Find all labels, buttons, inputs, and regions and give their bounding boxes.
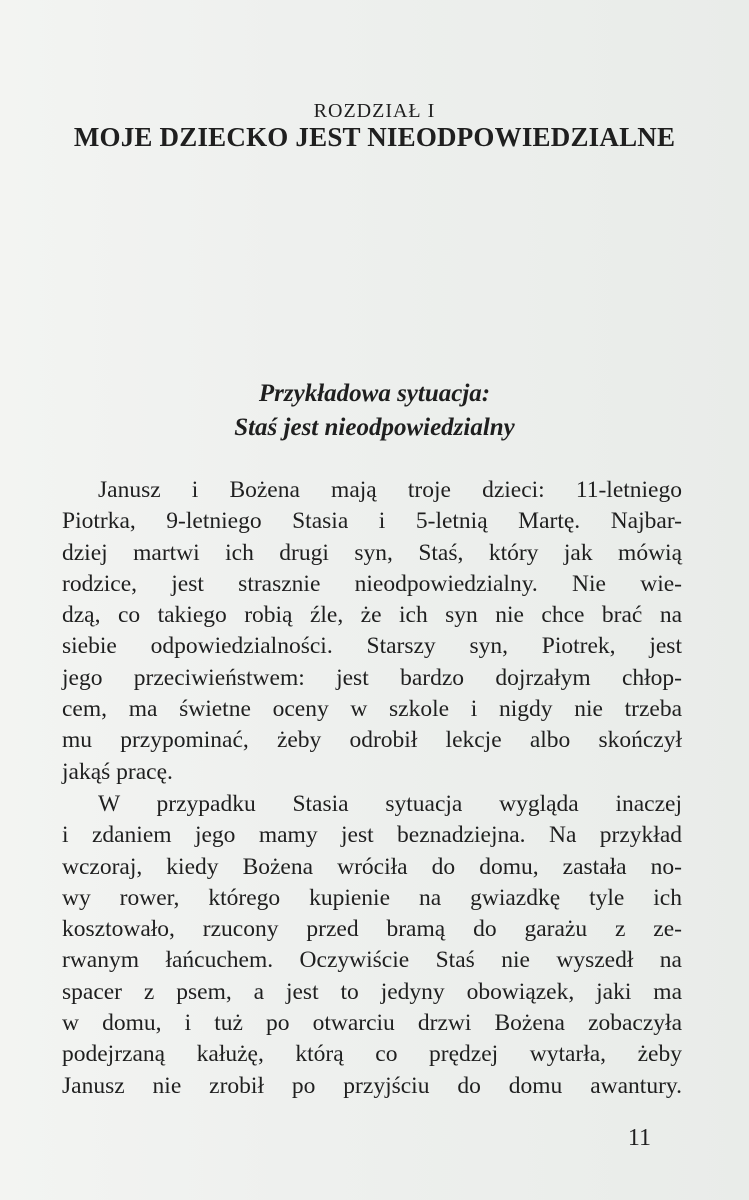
- text-line: i zdaniem jego mamy jest beznadziejna. Na przykład: [62, 822, 682, 849]
- text-line: jego przeciwieństwem: jest bardzo dojrzałym chłop-: [62, 664, 682, 691]
- text-line: Janusz i Bożena mają troje dzieci: 11-letniego: [98, 477, 682, 503]
- text-line: dzą, co takiego robią źle, że ich syn nie chce brać na: [62, 602, 682, 629]
- text-line: kosztowało, rzucony przed bramą do garażu z ze-: [62, 916, 682, 943]
- text-line: podejrzaną kałużę, którą co prędzej wytarła, żeby: [62, 1041, 682, 1068]
- text-line: W przypadku Stasia sytuacja wygląda inaczej: [98, 791, 682, 817]
- example-heading: [0, 377, 749, 445]
- text-line: rodzice, jest strasznie nieodpowiedzialny. Nie wie-: [62, 570, 682, 597]
- text-line: siebie odpowiedzialności. Starszy syn, Piotrek, jest: [62, 633, 682, 660]
- text-line: wczoraj, kiedy Bożena wróciła do domu, zastała no-: [62, 853, 682, 880]
- text-line: spacer z psem, a jest to jedyny obowiązek, jaki ma: [62, 978, 682, 1005]
- text-line: mu przypominać, żeby odrobił lekcje albo skończył: [62, 727, 682, 754]
- text-line: dziej martwi ich drugi syn, Staś, który jak mówią: [62, 539, 682, 566]
- paragraph-2: [62, 789, 682, 1102]
- chapter-label: ROZDZIAŁ I: [313, 100, 436, 122]
- text-line: jakąś pracę.: [62, 758, 173, 785]
- paragraph-1: [62, 475, 682, 788]
- text-line: cem, ma świetne oceny w szkole i nigdy nie trzeba: [62, 696, 682, 723]
- chapter-title: MOJE DZIECKO JEST NIEODPOWIEDZIALNE: [73, 122, 676, 152]
- text-line: Janusz nie zrobił po przyjściu do domu awantury.: [62, 1072, 682, 1099]
- text-line: w domu, i tuż po otwarciu drzwi Bożena zobaczyła: [62, 1010, 682, 1037]
- example-heading-line-2: Staś jest nieodpowiedzialny: [234, 414, 515, 441]
- text-line: Piotrka, 9-letniego Stasia i 5-letnią Martę. Najbar-: [62, 508, 682, 535]
- example-heading-line-1: Przykładowa sytuacja:: [258, 380, 491, 407]
- text-line: rwanym łańcuchem. Oczywiście Staś nie wyszedł na: [62, 947, 682, 974]
- text-line: wy rower, którego kupienie na gwiazdkę tyle ich: [62, 884, 682, 911]
- page-number: 11: [627, 1125, 651, 1151]
